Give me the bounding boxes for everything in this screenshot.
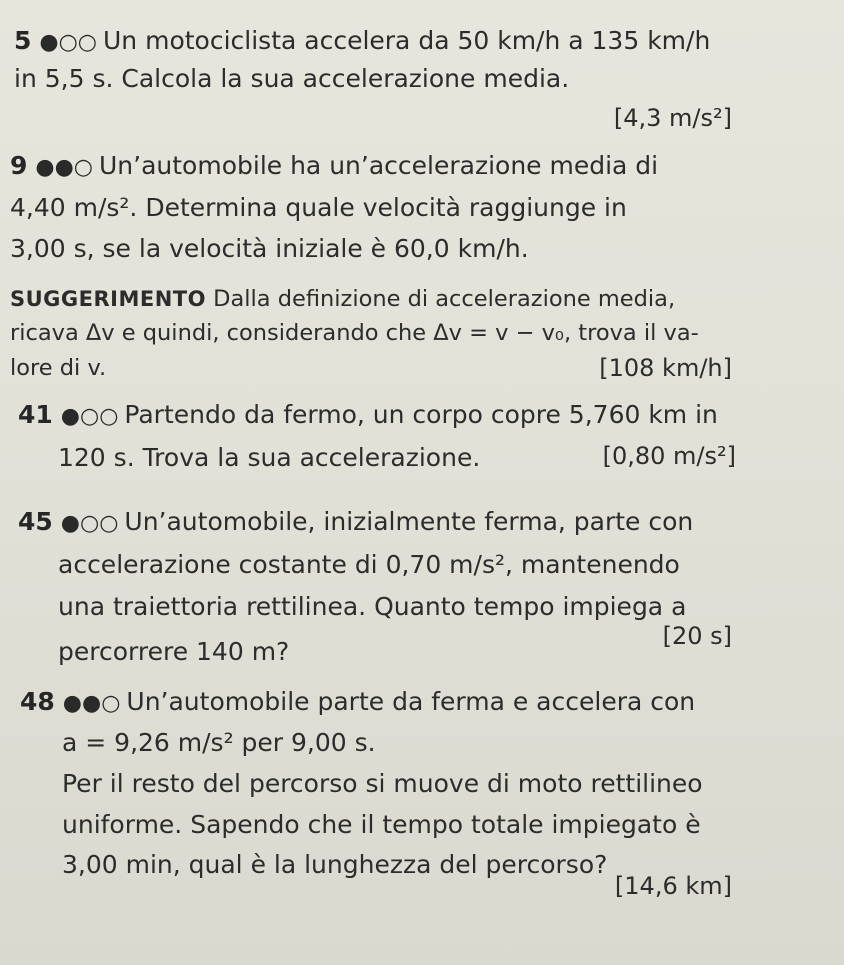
exercise-text: uniforme. Sapendo che il tempo totale impiegato è — [62, 810, 701, 839]
exercise-text: Un motociclista accelera da 50 km/h a 135 km/h — [103, 26, 711, 55]
exercise-line — [62, 810, 701, 840]
exercise-text: 4,40 m/s². Determina quale velocità raggiunge in — [10, 193, 627, 222]
exercise-text: Un’automobile ha un’accelerazione media di — [99, 151, 659, 180]
exercise-line — [10, 151, 658, 183]
exercise-text: in 5,5 s. Calcola la sua accelerazione media. — [14, 64, 570, 93]
exercise-line — [14, 26, 710, 58]
exercise-line — [58, 443, 480, 473]
hint-line — [10, 284, 675, 314]
exercise-text: Un’automobile parte da ferma e accelera con — [126, 687, 696, 716]
difficulty-indicator: ●●○ — [62, 691, 121, 716]
exercise-number: 9 — [10, 151, 28, 180]
exercise-text: a = 9,26 m/s² per 9,00 s. — [62, 728, 376, 757]
exercise-number: 48 — [20, 687, 55, 716]
exercise-text: Partendo da fermo, un corpo copre 5,760 km in — [124, 400, 718, 429]
difficulty-indicator: ●●○ — [35, 155, 93, 180]
exercise-line — [58, 550, 680, 580]
exercise-line — [58, 637, 289, 667]
hint-text: ricava Δv e quindi, considerando che Δv = v − v₀, trova il va- — [10, 320, 699, 346]
difficulty-indicator: ●○○ — [39, 30, 97, 55]
exercise-text: accelerazione costante di 0,70 m/s², mantenendo — [58, 550, 680, 579]
exercise-line — [18, 507, 693, 539]
exercise-line — [10, 193, 627, 223]
hint-text: lore di v. — [10, 355, 107, 381]
hint-text: Dalla definizione di accelerazione media, — [213, 286, 676, 312]
exercise-line — [62, 769, 703, 799]
exercise-line — [62, 728, 376, 758]
exercise-line — [18, 400, 718, 432]
answer-label: [4,3 m/s²] — [613, 104, 732, 132]
difficulty-indicator: ●○○ — [60, 511, 119, 536]
exercise-number: 45 — [18, 507, 53, 536]
answer-label: [20 s] — [662, 622, 732, 650]
exercise-line — [14, 64, 569, 94]
exercise-text: 3,00 min, qual è la lunghezza del percorso? — [62, 850, 608, 879]
exercise-line — [62, 850, 607, 880]
exercise-text: una traiettoria rettilinea. Quanto tempo impiega a — [58, 592, 687, 621]
hint-label: SUGGERIMENTO — [10, 287, 206, 311]
hint-line — [10, 353, 106, 383]
exercise-number: 5 — [14, 26, 32, 55]
answer-label: [14,6 km] — [614, 872, 732, 900]
exercise-text: 120 s. Trova la sua accelerazione. — [58, 443, 481, 472]
exercise-text: Per il resto del percorso si muove di moto rettilineo — [62, 769, 703, 798]
answer-label: [108 km/h] — [599, 354, 732, 382]
exercise-line — [58, 592, 686, 622]
hint-line — [10, 318, 699, 348]
exercise-text: Un’automobile, inizialmente ferma, parte con — [124, 507, 694, 536]
answer-label: [0,80 m/s²] — [602, 442, 736, 470]
difficulty-indicator: ●○○ — [60, 404, 119, 429]
exercise-number: 41 — [18, 400, 53, 429]
exercise-line — [20, 687, 695, 719]
exercise-text: percorrere 140 m? — [58, 637, 290, 666]
exercise-text: 3,00 s, se la velocità iniziale è 60,0 km/h. — [10, 234, 529, 263]
exercise-line — [10, 234, 529, 264]
